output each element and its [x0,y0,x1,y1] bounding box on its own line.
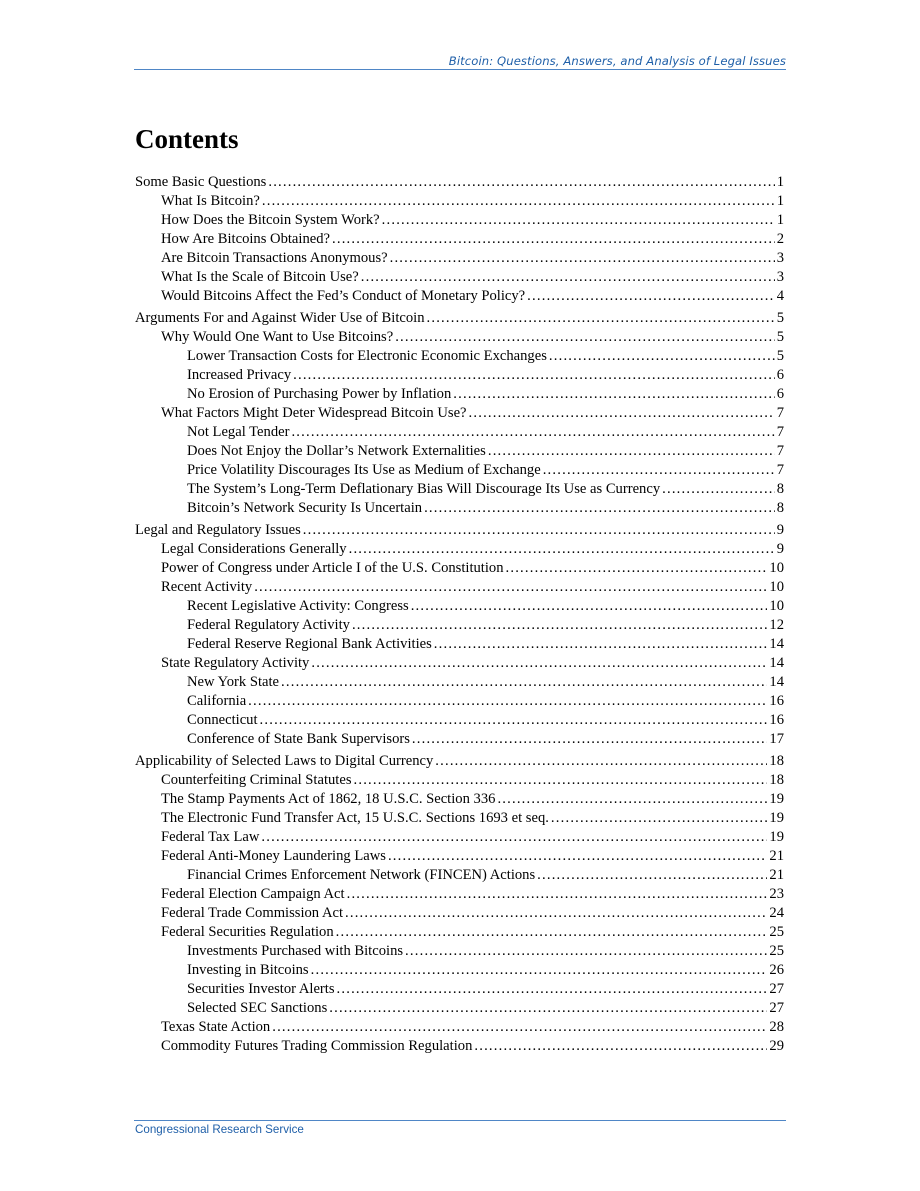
toc-entry[interactable] [135,423,784,442]
footer-source: Congressional Research Service [135,1123,304,1136]
toc-entry-page-number: 9 [776,541,784,557]
dot-leader [352,616,767,635]
toc-entry[interactable] [135,309,784,328]
toc-entry-page-number: 19 [769,791,784,807]
toc-entry-page-number: 9 [776,522,784,538]
toc-entry-page-number: 21 [769,867,784,883]
toc-entry-page-number: 25 [769,924,784,940]
toc-entry[interactable] [135,999,784,1018]
toc-entry-label: Arguments For and Against Wider Use of Bitcoin [135,310,425,326]
dot-leader [405,942,767,961]
toc-entry[interactable] [135,809,784,828]
toc-entry[interactable] [135,828,784,847]
toc-entry-page-number: 3 [776,269,784,285]
toc-entry-label: Legal and Regulatory Issues [135,522,301,538]
dot-leader [388,847,767,866]
toc-entry-page-number: 18 [769,753,784,769]
dot-leader [361,268,775,287]
toc-entry[interactable] [135,480,784,499]
dot-leader [248,692,767,711]
toc-entry-page-number: 21 [769,848,784,864]
running-header: Bitcoin: Questions, Answers, and Analysis of Legal Issues [448,54,786,68]
dot-leader [336,923,768,942]
toc-entry[interactable] [135,287,784,306]
toc-entry-page-number: 10 [769,579,784,595]
toc-entry-label: No Erosion of Purchasing Power by Inflation [187,386,452,402]
toc-entry-page-number: 14 [769,636,784,652]
dot-leader [434,635,768,654]
toc-entry[interactable] [135,442,784,461]
toc-entry-label: Financial Crimes Enforcement Network (FINCEN) Actions [187,867,536,883]
toc-entry-label: Federal Reserve Regional Bank Activities [187,636,432,652]
toc-entry-label: Federal Trade Commission Act [161,905,344,921]
dot-leader [354,771,768,790]
toc-entry-label: Power of Congress under Article I of the U.S. Constitution [161,560,504,576]
dot-leader [453,385,774,404]
toc-entry-label: Commodity Futures Trading Commission Regulation [161,1038,473,1054]
toc-entry[interactable] [135,692,784,711]
dot-leader [411,597,768,616]
toc-entry-page-number: 24 [769,905,784,921]
toc-entry[interactable] [135,961,784,980]
toc-entry-page-number: 4 [776,288,784,304]
toc-entry-page-number: 3 [776,250,784,266]
toc-entry-page-number: 1 [776,212,784,228]
toc-entry-label: Bitcoin’s Network Security Is Uncertain [187,500,423,516]
dot-leader [469,404,775,423]
toc-entry-page-number: 23 [769,886,784,902]
toc-entry[interactable] [135,1018,784,1037]
toc-entry-page-number: 10 [769,598,784,614]
toc-entry-label: New York State [187,674,280,690]
toc-entry-label: The Stamp Payments Act of 1862, 18 U.S.C. Section 336 [161,791,496,807]
toc-entry[interactable] [135,499,784,518]
toc-entry-page-number: 14 [769,674,784,690]
toc-entry-page-number: 19 [769,829,784,845]
toc-entry-page-number: 14 [769,655,784,671]
page-title: Contents [135,124,239,154]
dot-leader [424,499,775,518]
toc-entry-label: Texas State Action [161,1019,271,1035]
toc-entry-page-number: 1 [776,174,784,190]
toc-entry-label: What Factors Might Deter Widespread Bitcoin Use? [161,405,467,421]
toc-entry[interactable] [135,790,784,809]
toc-entry[interactable] [135,771,784,790]
toc-entry-label: Price Volatility Discourages Its Use as Medium of Exchange [187,462,541,478]
toc-entry[interactable] [135,885,784,904]
toc-entry[interactable] [135,540,784,559]
dot-leader [268,173,774,192]
toc-entry-page-number: 1 [776,193,784,209]
toc-entry[interactable] [135,866,784,885]
toc-entry-label: Lower Transaction Costs for Electronic Economic Exchanges [187,348,547,364]
dot-leader [311,654,767,673]
toc-entry[interactable] [135,461,784,480]
toc-entry-label: Selected SEC Sanctions [187,1000,328,1016]
toc-entry[interactable] [135,211,784,230]
toc-entry-page-number: 7 [776,424,784,440]
toc-entry-page-number: 26 [769,962,784,978]
header-divider [134,69,786,70]
toc-entry-page-number: 16 [769,693,784,709]
toc-entry[interactable] [135,711,784,730]
toc-entry-label: California [187,693,247,709]
dot-leader [293,366,775,385]
toc-entry[interactable] [135,942,784,961]
toc-entry-label: The System’s Long-Term Deflationary Bias Will Discourage Its Use as Currency [187,481,661,497]
toc-entry-page-number: 16 [769,712,784,728]
toc-entry[interactable] [135,980,784,999]
toc-entry-label: Federal Election Campaign Act [161,886,345,902]
toc-entry-page-number: 28 [769,1019,784,1035]
toc-entry[interactable] [135,173,784,192]
toc-entry-page-number: 29 [769,1038,784,1054]
toc-entry[interactable] [135,654,784,673]
toc-entry[interactable] [135,730,784,749]
toc-entry-label: The Electronic Fund Transfer Act, 15 U.S.C. Sections 1693 et seq. [161,810,549,826]
toc-entry[interactable] [135,1037,784,1056]
toc-entry-page-number: 7 [776,405,784,421]
toc-entry-page-number: 8 [776,500,784,516]
toc-entry-label: Not Legal Tender [187,424,290,440]
dot-leader [291,423,774,442]
toc-entry-label: Securities Investor Alerts [187,981,335,997]
dot-leader [262,192,775,211]
footer-divider [134,1120,786,1121]
dot-leader [506,559,768,578]
toc-entry[interactable] [135,673,784,692]
dot-leader [382,211,775,230]
toc-entry-page-number: 25 [769,943,784,959]
toc-entry-label: Federal Anti-Money Laundering Laws [161,848,386,864]
toc-entry-page-number: 12 [769,617,784,633]
toc-entry-label: Recent Legislative Activity: Congress [187,598,409,614]
dot-leader [412,730,768,749]
toc-entry-label: What Is the Scale of Bitcoin Use? [161,269,359,285]
toc-entry-label: State Regulatory Activity [161,655,310,671]
toc-entry-page-number: 27 [769,981,784,997]
toc-entry-label: Federal Tax Law [161,829,260,845]
toc-entry-page-number: 7 [776,462,784,478]
toc-entry-label: Investments Purchased with Bitcoins [187,943,404,959]
toc-entry[interactable] [135,616,784,635]
dot-leader [261,828,767,847]
toc-entry-page-number: 8 [776,481,784,497]
toc-entry-page-number: 6 [776,367,784,383]
dot-leader [260,711,768,730]
toc-entry[interactable] [135,268,784,287]
dot-leader [427,309,775,328]
toc-entry-label: Applicability of Selected Laws to Digital Currency [135,753,434,769]
toc-entry[interactable] [135,635,784,654]
dot-leader [549,347,775,366]
toc-entry-label: Are Bitcoin Transactions Anonymous? [161,250,388,266]
toc-entry-page-number: 5 [776,310,784,326]
toc-entry-page-number: 5 [776,348,784,364]
toc-entry[interactable] [135,578,784,597]
toc-entry[interactable] [135,847,784,866]
dot-leader [551,809,767,828]
toc-entry-page-number: 17 [769,731,784,747]
toc-entry-label: Counterfeiting Criminal Statutes [161,772,352,788]
toc-entry-page-number: 7 [776,443,784,459]
toc-entry-page-number: 6 [776,386,784,402]
toc-entry-page-number: 10 [769,560,784,576]
dot-leader [488,442,775,461]
toc-entry-label: Increased Privacy [187,367,292,383]
toc-entry-page-number: 2 [776,231,784,247]
dot-leader [435,752,767,771]
toc-entry-page-number: 19 [769,810,784,826]
toc-entry-label: Legal Considerations Generally [161,541,347,557]
dot-leader [527,287,775,306]
dot-leader [345,904,767,923]
toc-entry-page-number: 5 [776,329,784,345]
toc-entry-label: How Does the Bitcoin System Work? [161,212,380,228]
dot-leader [662,480,775,499]
toc-entry-label: Federal Regulatory Activity [187,617,350,633]
toc-entry-label: How Are Bitcoins Obtained? [161,231,331,247]
toc-entry-label: Federal Securities Regulation [161,924,334,940]
dot-leader [281,673,767,692]
toc-entry-label: Conference of State Bank Supervisors [187,731,410,747]
toc-entry[interactable] [135,328,784,347]
dot-leader [395,328,775,347]
table-of-contents [135,173,784,1056]
toc-entry-label: Some Basic Questions [135,174,267,190]
toc-entry-label: What Is Bitcoin? [161,193,260,209]
toc-entry[interactable] [135,904,784,923]
toc-entry[interactable] [135,404,784,423]
toc-entry[interactable] [135,249,784,268]
dot-leader [332,230,775,249]
toc-entry[interactable] [135,385,784,404]
toc-entry-label: Connecticut [187,712,258,728]
toc-entry[interactable] [135,597,784,616]
dot-leader [474,1037,767,1056]
toc-entry[interactable] [135,230,784,249]
toc-entry[interactable] [135,752,784,771]
dot-leader [272,1018,767,1037]
dot-leader [543,461,775,480]
dot-leader [497,790,767,809]
toc-entry-label: Why Would One Want to Use Bitcoins? [161,329,394,345]
dot-leader [337,980,768,999]
toc-entry[interactable] [135,347,784,366]
dot-leader [349,540,775,559]
dot-leader [329,999,767,1018]
dot-leader [347,885,768,904]
dot-leader [537,866,767,885]
toc-entry-page-number: 27 [769,1000,784,1016]
toc-entry[interactable] [135,559,784,578]
toc-entry[interactable] [135,192,784,211]
dot-leader [311,961,768,980]
toc-entry-page-number: 18 [769,772,784,788]
toc-entry-label: Investing in Bitcoins [187,962,309,978]
toc-entry[interactable] [135,366,784,385]
dot-leader [254,578,767,597]
toc-entry-label: Would Bitcoins Affect the Fed’s Conduct of Monetary Policy? [161,288,526,304]
toc-entry-label: Recent Activity [161,579,253,595]
dot-leader [390,249,775,268]
toc-entry[interactable] [135,923,784,942]
dot-leader [303,521,775,540]
toc-entry-label: Does Not Enjoy the Dollar’s Network Externalities [187,443,486,459]
toc-entry[interactable] [135,521,784,540]
